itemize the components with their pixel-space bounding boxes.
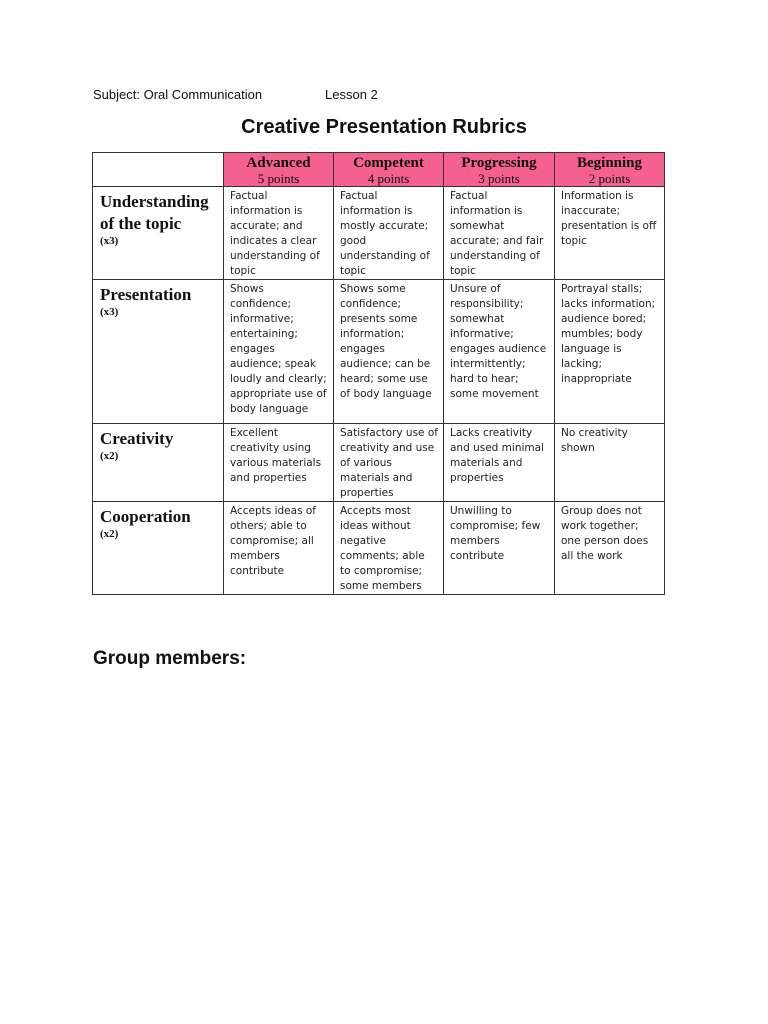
- level-beginning-header: [555, 153, 665, 187]
- criterion-name: Creativity: [100, 429, 174, 448]
- rubric-cell: Accepts ideas of others; able to compromise; all members contribute: [224, 502, 334, 595]
- level-competent-header: [334, 153, 444, 187]
- level-name: Competent: [353, 155, 424, 171]
- group-members-label: Group members:: [93, 648, 247, 669]
- level-advanced-header: [224, 153, 334, 187]
- level-name: Beginning: [576, 155, 643, 171]
- criterion-cell: [93, 187, 224, 280]
- rubric-table: [92, 152, 665, 595]
- rubric-header-row: [93, 153, 665, 187]
- rubric-cell: Unsure of responsibility; somewhat informative; engages audience intermittently; hard to hear; some movement: [444, 280, 555, 424]
- criterion-cell: [93, 424, 224, 502]
- rubric-row-cooperation: [93, 502, 665, 595]
- level-name: Advanced: [246, 155, 311, 171]
- rubric-cell: Unwilling to compromise; few members contribute: [444, 502, 555, 595]
- level-points: 4 points: [367, 171, 410, 186]
- level-name: Progressing: [461, 155, 537, 171]
- criterion-name: Understanding of the topic: [100, 192, 209, 233]
- rubric-cell: No creativity shown: [555, 424, 665, 502]
- rubric-row-creativity: [93, 424, 665, 502]
- rubric-cell: Satisfactory use of creativity and use of various materials and properties: [334, 424, 444, 502]
- rubric-row-presentation: [93, 280, 665, 424]
- document-title: Creative Presentation Rubrics: [241, 116, 527, 138]
- rubric-cell: Shows confidence; informative; entertaining; engages audience; speak loudly and clearly; appropriate use of body language: [224, 280, 334, 424]
- criterion-name: Presentation: [100, 285, 192, 304]
- criterion-multiplier: (x3): [100, 235, 119, 247]
- rubric-cell: Portrayal stalls; lacks information; audience bored; mumbles; body language is lacking; inappropriate: [555, 280, 665, 424]
- criterion-multiplier: (x3): [100, 306, 119, 318]
- rubric-cell: Factual information is mostly accurate; good understanding of topic: [334, 187, 444, 280]
- level-progressing-header: [444, 153, 555, 187]
- rubric-row-understanding: [93, 187, 665, 280]
- criterion-cell: [93, 280, 224, 424]
- lesson-text: Lesson 2: [325, 87, 378, 102]
- subject-text: Subject: Oral Communication: [93, 87, 263, 102]
- rubric-cell: Shows some confidence; presents some information; engages audience; can be heard; some use of body language: [334, 280, 444, 424]
- rubric-corner-cell: [93, 153, 224, 187]
- rubric-table-image: [92, 152, 664, 594]
- rubric-cell: Factual information is somewhat accurate; and fair understanding of topic: [444, 187, 555, 280]
- level-points: 2 points: [588, 171, 631, 186]
- rubric-cell: Group does not work together; one person does all the work: [555, 502, 665, 595]
- criterion-cell: [93, 502, 224, 595]
- criterion-name: Cooperation: [100, 507, 191, 526]
- level-points: 3 points: [478, 171, 520, 186]
- criterion-multiplier: (x2): [100, 450, 119, 462]
- level-points: 5 points: [257, 171, 300, 186]
- rubric-cell: Factual information is accurate; and indicates a clear understanding of topic: [224, 187, 334, 280]
- rubric-cell: Excellent creativity using various materials and properties: [224, 424, 334, 502]
- rubric-cell: Accepts most ideas without negative comments; able to compromise; some members: [334, 502, 444, 595]
- rubric-cell: Information is inaccurate; presentation is off topic: [555, 187, 665, 280]
- rubric-cell: Lacks creativity and used minimal materials and properties: [444, 424, 555, 502]
- criterion-multiplier: (x2): [100, 528, 119, 540]
